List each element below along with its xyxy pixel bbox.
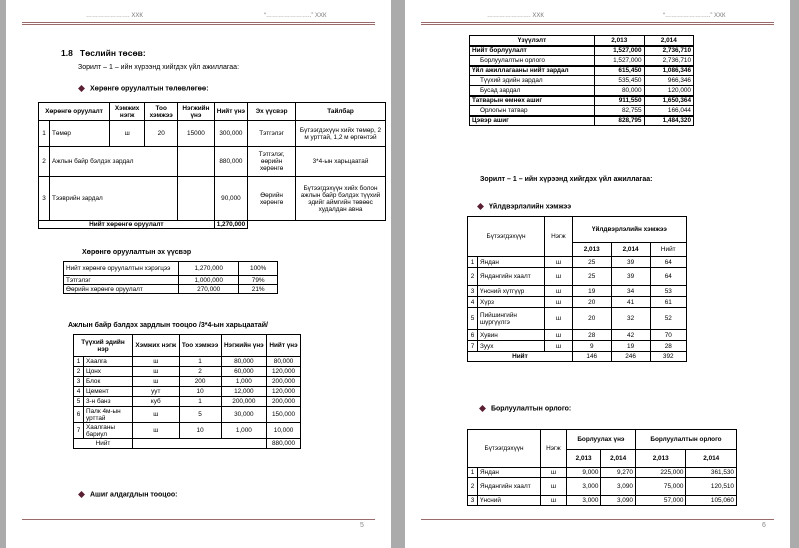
- table-row: [468, 286, 687, 297]
- cell: 10: [179, 387, 221, 397]
- cell: [178, 177, 215, 221]
- th-material: Түүхий эдийн нэр: [74, 335, 133, 357]
- cell: 75,000: [635, 478, 686, 496]
- cell: Төмөр: [50, 121, 110, 147]
- production-heading: [477, 203, 571, 210]
- table-row: [64, 262, 278, 276]
- cell: 79%: [239, 276, 278, 285]
- cell: 1,086,346: [644, 66, 694, 76]
- cell: 19: [611, 341, 650, 352]
- table-row: [468, 496, 737, 506]
- cell: 270,000: [179, 285, 239, 294]
- cell: 246: [611, 352, 650, 362]
- cell: 5: [468, 308, 478, 330]
- cell: Үнсний хүтгүүр: [478, 286, 545, 297]
- bullet-icon: [78, 85, 85, 92]
- cell: 120,000: [267, 367, 301, 377]
- investment-heading-text: Хөрөнгө оруулалтын төлөвлөгөө:: [90, 85, 209, 93]
- footer-rule: [22, 519, 375, 520]
- cell: 15000: [178, 121, 215, 147]
- cell: 200,000: [267, 377, 301, 387]
- cell: 20: [572, 308, 611, 330]
- cell: 1,000,000: [179, 276, 239, 285]
- cell: 12,000: [221, 387, 267, 397]
- table-row: [470, 56, 694, 66]
- cell: 3*4-ын харьцаатай: [296, 147, 386, 177]
- cell: 64: [650, 268, 686, 286]
- cell: ш: [545, 286, 573, 297]
- cell: ш: [545, 257, 573, 268]
- cell: Палк 4м-ын урттай: [84, 407, 133, 423]
- cell: Хаалга: [84, 357, 133, 367]
- cell: Тэтгэлэг, өөрийн хөрөнгө: [248, 147, 296, 177]
- bullet-icon: [477, 203, 484, 210]
- bullet-icon: [479, 405, 486, 412]
- cell: Зуух: [478, 341, 545, 352]
- cell: уут: [133, 387, 180, 397]
- table-row: [64, 285, 278, 294]
- cell: Үнсний: [478, 496, 541, 506]
- cell: 880,000: [267, 439, 301, 449]
- cell: 225,000: [635, 468, 686, 478]
- th-unit: Хэмжих нэгж: [133, 335, 180, 357]
- cell: Тээврийн зардал: [50, 177, 178, 221]
- table-row: [468, 468, 737, 478]
- cell: 82,755: [595, 106, 645, 116]
- th-year-2013: 2,013: [572, 243, 611, 257]
- cell: 120,000: [267, 387, 301, 397]
- cell: Хувин: [478, 330, 545, 341]
- header-rule: [421, 22, 774, 23]
- cell: 25: [572, 268, 611, 286]
- cell: 28: [572, 330, 611, 341]
- sources-table: [63, 261, 278, 294]
- th-price: Борлуулах үнэ: [566, 430, 635, 450]
- cell: 3: [74, 377, 84, 387]
- cell: 25: [572, 257, 611, 268]
- th-unit: Нэгж: [541, 430, 567, 468]
- cell: 6: [468, 330, 478, 341]
- table-row: [468, 257, 687, 268]
- cell: 64: [650, 257, 686, 268]
- production-table: [467, 216, 687, 362]
- cell: 5: [74, 397, 84, 407]
- table-row: [468, 341, 687, 352]
- cell: 10: [179, 423, 221, 439]
- th-year: 2,014: [601, 450, 636, 468]
- cell: 1,270,000: [214, 221, 247, 229]
- cell: 80,000: [267, 357, 301, 367]
- cell: ш: [545, 341, 573, 352]
- cell: 32: [611, 308, 650, 330]
- table-row: [64, 276, 278, 285]
- cell: 41: [611, 297, 650, 308]
- cell: Бүтээгдэхүүн хийх төмөр, 2 м урттай, 1,2 м өргөнтэй: [296, 121, 386, 147]
- table-total-row: [39, 221, 386, 229]
- section-heading: [61, 48, 146, 58]
- profit-table: [469, 35, 694, 126]
- cell: Яндангийн хаалт: [478, 478, 541, 496]
- cell: ш: [133, 423, 180, 439]
- page-number: 6: [762, 522, 766, 529]
- cell: 19: [572, 286, 611, 297]
- cell: 1,000: [221, 377, 267, 387]
- cell: 1: [179, 357, 221, 367]
- table-row: [470, 106, 694, 116]
- cell: 911,550: [595, 96, 645, 106]
- cell: 90,000: [214, 177, 247, 221]
- cell: 880,000: [214, 147, 247, 177]
- cell: 3: [468, 286, 478, 297]
- cell: Хүрз: [478, 297, 545, 308]
- cell: 2: [179, 367, 221, 377]
- cell: ш: [545, 308, 573, 330]
- sales-heading: [479, 405, 571, 412]
- cell: Цэвэр ашиг: [470, 116, 595, 126]
- table-row: [74, 387, 301, 397]
- cell: 1,527,000: [595, 46, 645, 56]
- cell: 4: [468, 297, 478, 308]
- cell: 9,000: [566, 468, 601, 478]
- cell: 146: [572, 352, 611, 362]
- header-rule: [22, 22, 375, 23]
- cell: Татварын өмнөх ашиг: [470, 96, 595, 106]
- cell: 120,510: [686, 478, 737, 496]
- cell: 28: [650, 341, 686, 352]
- page-5: [6, 0, 391, 548]
- cell: 9: [572, 341, 611, 352]
- cell: 3: [468, 496, 478, 506]
- cell: 2: [468, 478, 478, 496]
- cell: Бусад зардал: [470, 86, 595, 96]
- cell: 2: [39, 147, 50, 177]
- table-row: [74, 407, 301, 423]
- th-price: Нэгжийн үнэ: [221, 335, 267, 357]
- cell: Яндангийн хаалт: [478, 268, 545, 286]
- cell: 39: [611, 268, 650, 286]
- cell: 100%: [239, 262, 278, 276]
- cell: ш: [133, 377, 180, 387]
- cell: ш: [110, 121, 145, 147]
- cell: 21%: [239, 285, 278, 294]
- cell: Өөрийн хөрөнгө: [248, 177, 296, 221]
- table-row: [470, 66, 694, 76]
- cell: 9,270: [601, 468, 636, 478]
- table-row: [470, 96, 694, 106]
- table-row: [468, 330, 687, 341]
- cell: 200,000: [267, 397, 301, 407]
- table-row: [468, 478, 737, 496]
- cell: 361,530: [686, 468, 737, 478]
- cell: 61: [650, 297, 686, 308]
- cell: 535,450: [595, 76, 645, 86]
- cell: Үйл ажиллагааны нийт зардал: [470, 66, 595, 76]
- table-row: [39, 177, 386, 221]
- page-6: [405, 0, 790, 548]
- cell: 60,000: [221, 367, 267, 377]
- cell: 1,527,000: [595, 56, 645, 66]
- cell: Цемент: [84, 387, 133, 397]
- th-total: Нийт үнэ: [214, 103, 247, 121]
- header-right: “…………………..” ХХК: [663, 13, 726, 19]
- th-total: Нийт: [650, 243, 686, 257]
- cell: 80,000: [595, 86, 645, 96]
- cell: 7: [74, 423, 84, 439]
- cell: [248, 221, 386, 229]
- table-row: [468, 297, 687, 308]
- table-row: [74, 423, 301, 439]
- cell: 20: [572, 297, 611, 308]
- cell: 34: [611, 286, 650, 297]
- header-left: …………………. ХХК: [86, 13, 143, 19]
- cell: 200: [179, 377, 221, 387]
- goal-line: Зорилт – 1 – ийн хүрээнд хийгдэх үйл ажиллагаа:: [480, 176, 653, 183]
- cell: ш: [133, 357, 180, 367]
- cell: 3,090: [601, 478, 636, 496]
- table-row: [468, 268, 687, 286]
- th-unit: Хэмжих нэгж: [110, 103, 145, 121]
- cell: 3-н банз: [84, 397, 133, 407]
- investment-table: [38, 102, 386, 229]
- cell: 70: [650, 330, 686, 341]
- footer-rule: [421, 519, 774, 520]
- goal-line: Зорилт – 1 – ийн хүрээнд хийгдэх үйл ажиллагаа:: [78, 64, 240, 71]
- table-row: [470, 86, 694, 96]
- cell: 392: [650, 352, 686, 362]
- cell: Тэтгэлэг: [248, 121, 296, 147]
- profit-heading-text: Ашиг алдагдлын тооцоо:: [90, 491, 178, 499]
- cell: 57,000: [635, 496, 686, 506]
- cell: 120,000: [644, 86, 694, 96]
- cell: 3,090: [601, 496, 636, 506]
- cell: 966,346: [644, 76, 694, 86]
- cell: 53: [650, 286, 686, 297]
- cell: Цонх: [84, 367, 133, 377]
- th-volume: Үйлдвэрлэлийн хэмжээ: [572, 217, 686, 243]
- sales-heading-text: Борлуулалтын орлого:: [491, 405, 572, 413]
- cell: 2,736,710: [644, 46, 694, 56]
- cell: 1,270,000: [179, 262, 239, 276]
- table-row: [74, 377, 301, 387]
- cell: 2: [468, 268, 478, 286]
- production-heading-text: Үйлдвэрлэлийн хэмжээ: [489, 203, 572, 211]
- cell: 52: [650, 308, 686, 330]
- cell: Яндан: [478, 257, 545, 268]
- table-total-row: [74, 439, 301, 449]
- page-number: 5: [360, 522, 364, 529]
- table-row: [470, 76, 694, 86]
- cell: 1: [39, 121, 50, 147]
- th-product: Бүтээгдэхүүн: [468, 217, 545, 257]
- th-year-2013: 2,013: [595, 36, 645, 46]
- cell: ш: [541, 478, 567, 496]
- cell: Тэтгэлэг: [64, 276, 179, 285]
- workplace-heading: Ажлын байр бэлдэх зардлын тооцоо /3*4-ын харьцаатай/: [68, 322, 268, 329]
- cell: 615,450: [595, 66, 645, 76]
- th-total: Нийт үнэ: [267, 335, 301, 357]
- cell: ш: [541, 468, 567, 478]
- th-unit: Нэгж: [545, 217, 573, 257]
- cell: Пийшингийн шүргүүлгэ: [478, 308, 545, 330]
- cell: 4: [74, 387, 84, 397]
- th-investment: Хөрөнгө оруулалт: [39, 103, 110, 121]
- cell: 105,060: [686, 496, 737, 506]
- cell: ш: [545, 297, 573, 308]
- cell: Нийт хөрөнгө оруулалт: [39, 221, 215, 229]
- cell: Нийт: [468, 352, 573, 362]
- cell: Нийт хөрөнгө оруулалтын хэрэгцээ: [64, 262, 179, 276]
- table-row: [74, 357, 301, 367]
- cell: Яндан: [478, 468, 541, 478]
- cell: ш: [545, 330, 573, 341]
- table-row: [468, 308, 687, 330]
- cell: Бүтээгдэхүүн хийх болон ажлын байр бэлдэх түүхий эдийг аймгийн төвөөс худалдан авна: [296, 177, 386, 221]
- th-qty: Тоо хэмжээ: [179, 335, 221, 357]
- cell: ш: [541, 496, 567, 506]
- section-title: Төслийн төсөв:: [79, 48, 146, 58]
- cell: 3,000: [566, 496, 601, 506]
- cell: 80,000: [221, 357, 267, 367]
- th-qty: Тоо хэмжээ: [145, 103, 178, 121]
- cell: 10,000: [267, 423, 301, 439]
- cell: [133, 439, 267, 449]
- cell: куб: [133, 397, 180, 407]
- cell: 30,000: [221, 407, 267, 423]
- th-indicator: Үзүүлэлт: [470, 36, 595, 46]
- header-right: “…………………..” ХХК: [264, 13, 327, 19]
- table-row: [470, 46, 694, 56]
- cell: 39: [611, 257, 650, 268]
- cell: 1,484,320: [644, 116, 694, 126]
- sources-heading: Хөрөнгө оруулалтын эх үүсвэр: [82, 249, 192, 256]
- cell: 42: [611, 330, 650, 341]
- section-number: 1.8: [61, 48, 73, 58]
- th-year: 2,014: [686, 450, 737, 468]
- cell: 150,000: [267, 407, 301, 423]
- cell: ш: [133, 367, 180, 377]
- sales-table: [467, 429, 737, 506]
- table-row: [74, 397, 301, 407]
- cell: Борлуулалтын орлого: [470, 56, 595, 66]
- th-income: Борлуулалтын орлого: [635, 430, 736, 450]
- cell: 1: [74, 357, 84, 367]
- investment-heading: [78, 85, 209, 92]
- header-rule-2: [421, 24, 774, 25]
- cell: ш: [133, 407, 180, 423]
- cell: 2,736,710: [644, 56, 694, 66]
- table-total-row: [468, 352, 687, 362]
- cell: Нийт борлуулалт: [470, 46, 595, 56]
- cell: Орлогын татвар: [470, 106, 595, 116]
- cell: 166,044: [644, 106, 694, 116]
- cell: 5: [179, 407, 221, 423]
- cell: 1: [179, 397, 221, 407]
- table-row: [39, 121, 386, 147]
- th-source: Эх үүсвэр: [248, 103, 296, 121]
- header-left: …………………. ХХК: [487, 13, 544, 19]
- cell: [178, 147, 215, 177]
- th-year: 2,013: [566, 450, 601, 468]
- cell: Нийт: [74, 439, 133, 449]
- profit-heading: [78, 491, 178, 498]
- cell: 6: [74, 407, 84, 423]
- table-row: [39, 147, 386, 177]
- table-row: [74, 367, 301, 377]
- cell: 1,650,364: [644, 96, 694, 106]
- workplace-table: [73, 334, 301, 449]
- cell: Ажлын байр бэлдэх зардал: [50, 147, 178, 177]
- cell: 828,795: [595, 116, 645, 126]
- th-year-2014: 2,014: [644, 36, 694, 46]
- cell: 1,000: [221, 423, 267, 439]
- cell: Түүхий эдийн зардал: [470, 76, 595, 86]
- cell: 7: [468, 341, 478, 352]
- th-year-2014: 2,014: [611, 243, 650, 257]
- cell: Блок: [84, 377, 133, 387]
- cell: 300,000: [214, 121, 247, 147]
- th-product: Бүтээгдэхүүн: [468, 430, 541, 468]
- th-year: 2,013: [635, 450, 686, 468]
- th-note: Тайлбар: [296, 103, 386, 121]
- cell: 1: [468, 257, 478, 268]
- cell: Хаалганы бариул: [84, 423, 133, 439]
- cell: Өөрийн хөрөнгө оруулалт: [64, 285, 179, 294]
- cell: ш: [545, 268, 573, 286]
- cell: 1: [468, 468, 478, 478]
- bullet-icon: [78, 491, 85, 498]
- cell: 3,000: [566, 478, 601, 496]
- cell: 3: [39, 177, 50, 221]
- cell: 200,000: [221, 397, 267, 407]
- cell: 2: [74, 367, 84, 377]
- header-rule-2: [22, 24, 375, 25]
- th-unit-price: Нэгжийн үнэ: [178, 103, 215, 121]
- table-row: [470, 116, 694, 126]
- cell: 20: [145, 121, 178, 147]
